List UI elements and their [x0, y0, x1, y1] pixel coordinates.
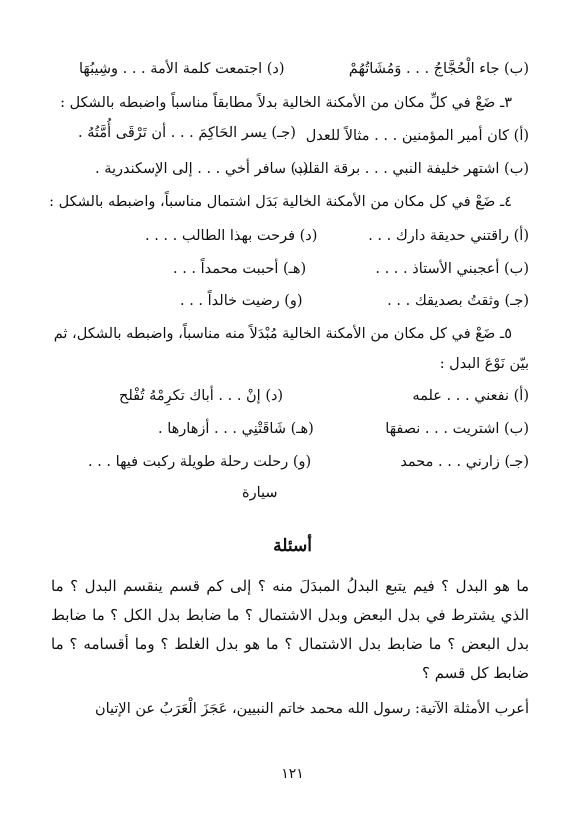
- parsing-instruction: أعرب الأمثلة الآتية: رسول الله محمد خاتم النبيين، عَجَزَ الْعَرَبُ عن الإتيان: [94, 701, 529, 717]
- exercise-3-item-c: (جـ) يسر الحَاكِمَ . . . أن تَرْقَى أُمَّتُهُ .: [78, 125, 296, 141]
- item-b-top: (ب) جاء الْحُجَّاجُ . . . وَمُشَاتُهُمْ: [348, 61, 529, 77]
- exercise-5-continuation: سيارة: [242, 485, 278, 501]
- exercise-4-item-a: (أ) راقتني حديقة دارك . . .: [368, 228, 529, 244]
- exercise-3-item-a: (أ) كان أمير المؤمنين . . . مثالاً للعدل: [305, 128, 529, 144]
- exercise-4-item-f: (و) رضيت خالداً . . .: [180, 293, 303, 309]
- exercise-4-heading: ٤ـ ضَعْ في كل مكان من الأمكنة الخالية بَدَل اشتمال مناسباً، واضبطه بالشكل :: [49, 194, 512, 210]
- questions-paragraph: ما هو البدل ؟ فيم يتبع البدلُ المبدَلَ منه ؟ إلى كم قسم ينقسم البدل ؟ ما الذي يشترط في بدل البعض وبدل الاشتمال ؟ ما ضابط بدل الكل ؟ ما ضابط بدل البعض ؟ ما ضابط بدل الاشتمال ؟ ما هو بدل الغلط ؟ وما أقسامه ؟ ما ضابط كل قسم ؟: [51, 577, 529, 682]
- exercise-5-item-b: (ب) اشتريت . . . نصفهَا: [385, 421, 529, 437]
- item-d-top: (د) اجتمعت كلمة الأمة . . . وشِيبُهَا: [79, 61, 285, 77]
- exercise-5-item-a: (أ) نفعني . . . علمه: [412, 388, 529, 404]
- exercise-4-item-b: (ب) أعجبني الأستاذ . . . .: [375, 261, 529, 277]
- exercise-5-heading-line2: بيّن نَوْعَ البدل :: [439, 356, 529, 372]
- exercise-4-item-c: (جـ) وثقتُ بصديقك . . .: [387, 293, 529, 309]
- exercise-4-item-e: (هـ) أحببت محمداً . . .: [173, 261, 307, 277]
- questions-title: أسئلة: [273, 536, 312, 556]
- exercise-5-item-e: (هـ) شَاقَتْنِي . . . أزهارها .: [158, 421, 314, 437]
- exercise-3-item-d: (د) سافر أخي . . . إلى الإسكندرية .: [95, 161, 309, 177]
- exercise-5-item-c: (جـ) زارني . . . محمد: [400, 454, 529, 470]
- exercise-3-heading: ٣ـ ضَعْ في كلِّ مكان من الأمكنة الخالية بدلاً مطابقاً مناسباً واضبطه بالشكل :: [60, 95, 512, 111]
- exercise-5-item-d: (د) إنْ . . . أباك تكرِمْهُ تُفْلح: [119, 388, 284, 404]
- exercise-4-item-d: (د) فرحت بهذا الطالب . . . .: [145, 228, 318, 244]
- exercise-3-item-b: (ب) اشتهر خليفة النبي . . . برقة القلب: [294, 161, 529, 177]
- exercise-5-item-f: (و) رحلت رحلة طويلة ركبت فيها . . .: [88, 454, 312, 470]
- exercise-5-heading-line1: ٥ـ ضَعْ في كل مكان من الأمكنة الخالية مُبْدَلاً منه مناسباً، واضبطه بالشكل، ثم: [53, 326, 512, 342]
- page-number: ١٢١: [281, 766, 304, 782]
